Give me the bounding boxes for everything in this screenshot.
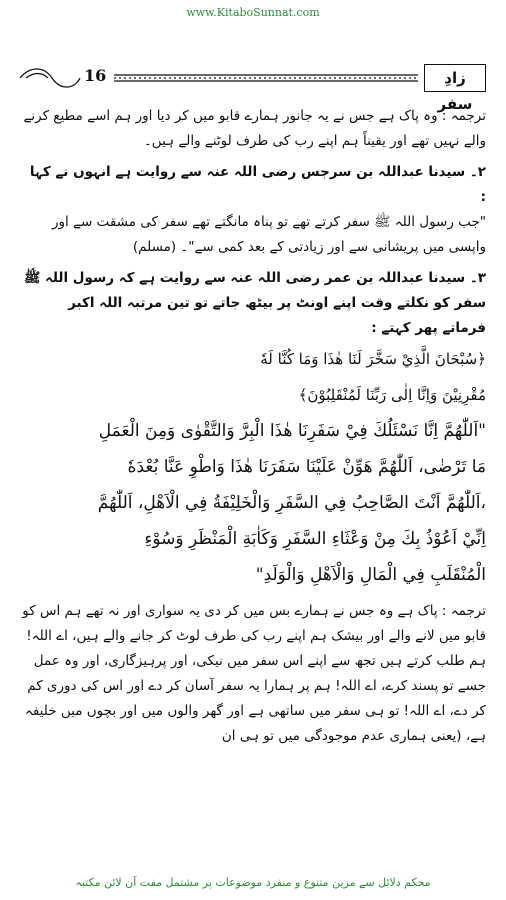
hadith-2-text: "جب رسول اللہ ﷺ سفر کرتے تھے تو پناہ مانگتے تھے سفر کی مشقت سے اور واپسی میں پریشانی سے اور زیادتی کے بعد کمی سے"۔ (مسلم) [51,214,486,255]
translation-paragraph: ترجمہ : وہ پاک ہے جس نے یہ جانور ہمارے قابو میں کر دیا اور ہم اسے مطیع کرنے والے نہیں تھے اور یقیناً ہم اپنے رب کی طرف لوٹنے والے ہیں۔ [23,108,486,149]
dua-line: الْمُنْقَلَبِ فِي الْمَالِ وَالْاَهْلِ وَالْوَلَدِ" [255,565,486,585]
dua-line: ،اَللّٰهُمَّ اَنْتَ الصَّاحِبُ فِي السَّفَرِ وَالْخَلِيْفَةُ فِي الْاَهْلِ، اَللّٰهُمَّ [97,493,486,513]
footer-tagline: محکم دلائل سے مزین متنوع و منفرد موضوعات پر مشتمل مفت آن لائن مکتبہ [75,876,431,889]
site-url[interactable]: www.KitaboSunnat.com [186,6,320,19]
dua-line: مَا تَرْضٰى، اَللّٰهُمَّ هَوِّنْ عَلَيْنَا سَفَرَنَا هٰذَا وَاطْوِ عَنَّا بُعْدَهٗ [127,457,486,477]
hadith-3-intro: ۳۔ سیدنا عبداللہ بن عمر رضی اللہ عنہ سے روایت ہے کہ رسول اللہ ﷺ سفر کو نکلتے وقت اپنے اونٹ پر بیٹھ جاتے تو تین مرتبہ اللہ اکبر فرماتے پھر کہتے : [23,270,486,336]
dua-translation: ترجمہ : پاک ہے وہ جس نے ہمارے بس میں کر دی یہ سواری اور نہ تھے ہم اس کو قابو میں لانے والے اور بیشک ہم اپنے رب کی طرف لوٹ کر جانے والے ہیں، اے اللہ! ہم طلب کرتے ہیں تجھ سے اپنے اس سفر میں نیکی، اور پرہیزگاری، اور وہ عمل جسے تو پسند کرے، اے اللہ! ہم پر ہمارا یہ سفر آسان کر دے اور اس کی دوری کم کر دے، اے اللہ! تو ہی سفر میں ساتھی ہے اور گھر والوں میں اور بچوں میں خلیفہ ہے، (یعنی ہماری عدم موجودگی میں تو ہی ان [22,603,486,744]
dua-line: "اَللّٰهُمَّ اِنَّا نَسْئَلُكَ فِيْ سَفَرِنَا هٰذَا الْبِرَّ وَالتَّقْوٰى وَمِنَ الْعَمَلِ [98,421,486,441]
quran-verse-line: مُقْرِنِيْنَ وَاِنَّا اِلٰى رَبِّنَا لَمُنْقَلِبُوْنَ﴾ [298,386,486,404]
quran-verse-line: ﴿سُبْحَانَ الَّذِيْ سَخَّرَ لَنَا هٰذَا وَمَا كُنَّا لَهٗ [260,350,486,368]
dua-line: اِنِّيْ اَعُوْذُ بِكَ مِنْ وَعْثَاءِ السَّفَرِ وَكَاٰبَةِ الْمَنْظَرِ وَسُوْءِ [144,529,486,549]
page-body [20,104,486,749]
book-title: زادِ سفر [424,64,486,92]
page-header [18,62,488,113]
page-number: 16 [84,66,107,85]
hadith-2-intro: ۲۔ سیدنا عبداللہ بن سرجس رضی اللہ عنہ سے روایت ہے انہوں نے کہا : [29,164,486,205]
